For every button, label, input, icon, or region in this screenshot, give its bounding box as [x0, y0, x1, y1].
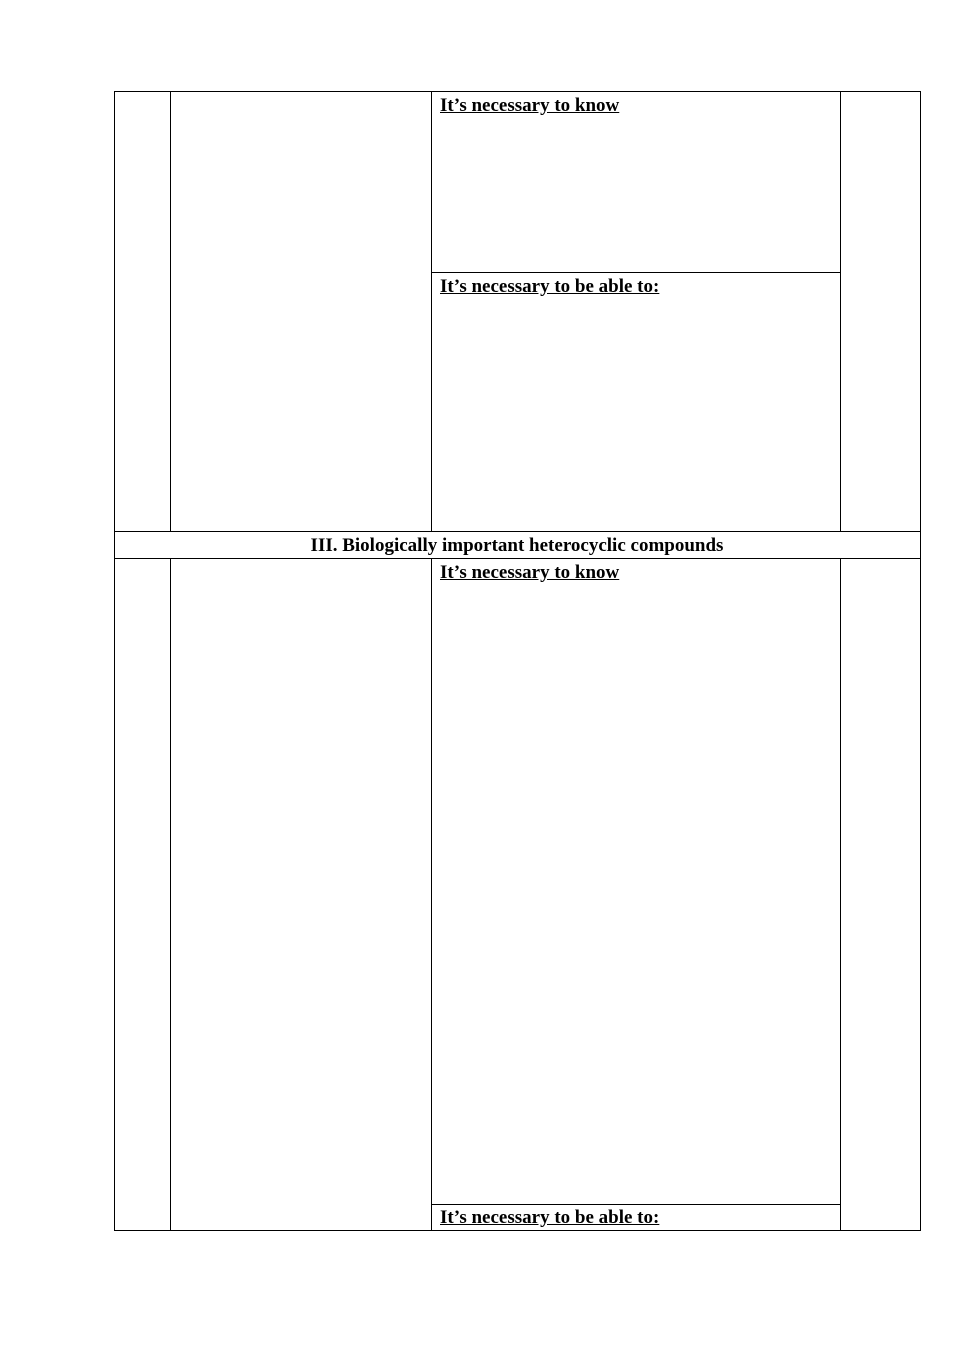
section-heading: III. Biologically important heterocyclic compounds: [310, 535, 724, 556]
table-border: [114, 531, 921, 532]
column-divider: [170, 558, 171, 1231]
able-to-label: It’s necessary to be able to:: [440, 1207, 660, 1228]
table-border-right: [920, 531, 921, 559]
table-border-left: [114, 558, 115, 1231]
know-label: It’s necessary to know: [440, 95, 620, 116]
cell-divider: [431, 272, 841, 273]
column-divider: [840, 91, 841, 532]
table-border-right: [920, 91, 921, 533]
column-divider: [170, 91, 171, 532]
table-border-right: [920, 558, 921, 1231]
table-border-bottom: [114, 1230, 921, 1231]
column-divider: [431, 91, 432, 532]
table-border-left: [114, 91, 115, 533]
table-border: [114, 558, 921, 559]
cell-divider: [431, 1204, 841, 1205]
know-label: It’s necessary to know: [440, 562, 620, 583]
able-to-label: It’s necessary to be able to:: [440, 276, 660, 297]
column-divider: [431, 558, 432, 1231]
table-border-top: [114, 91, 921, 92]
column-divider: [840, 558, 841, 1231]
